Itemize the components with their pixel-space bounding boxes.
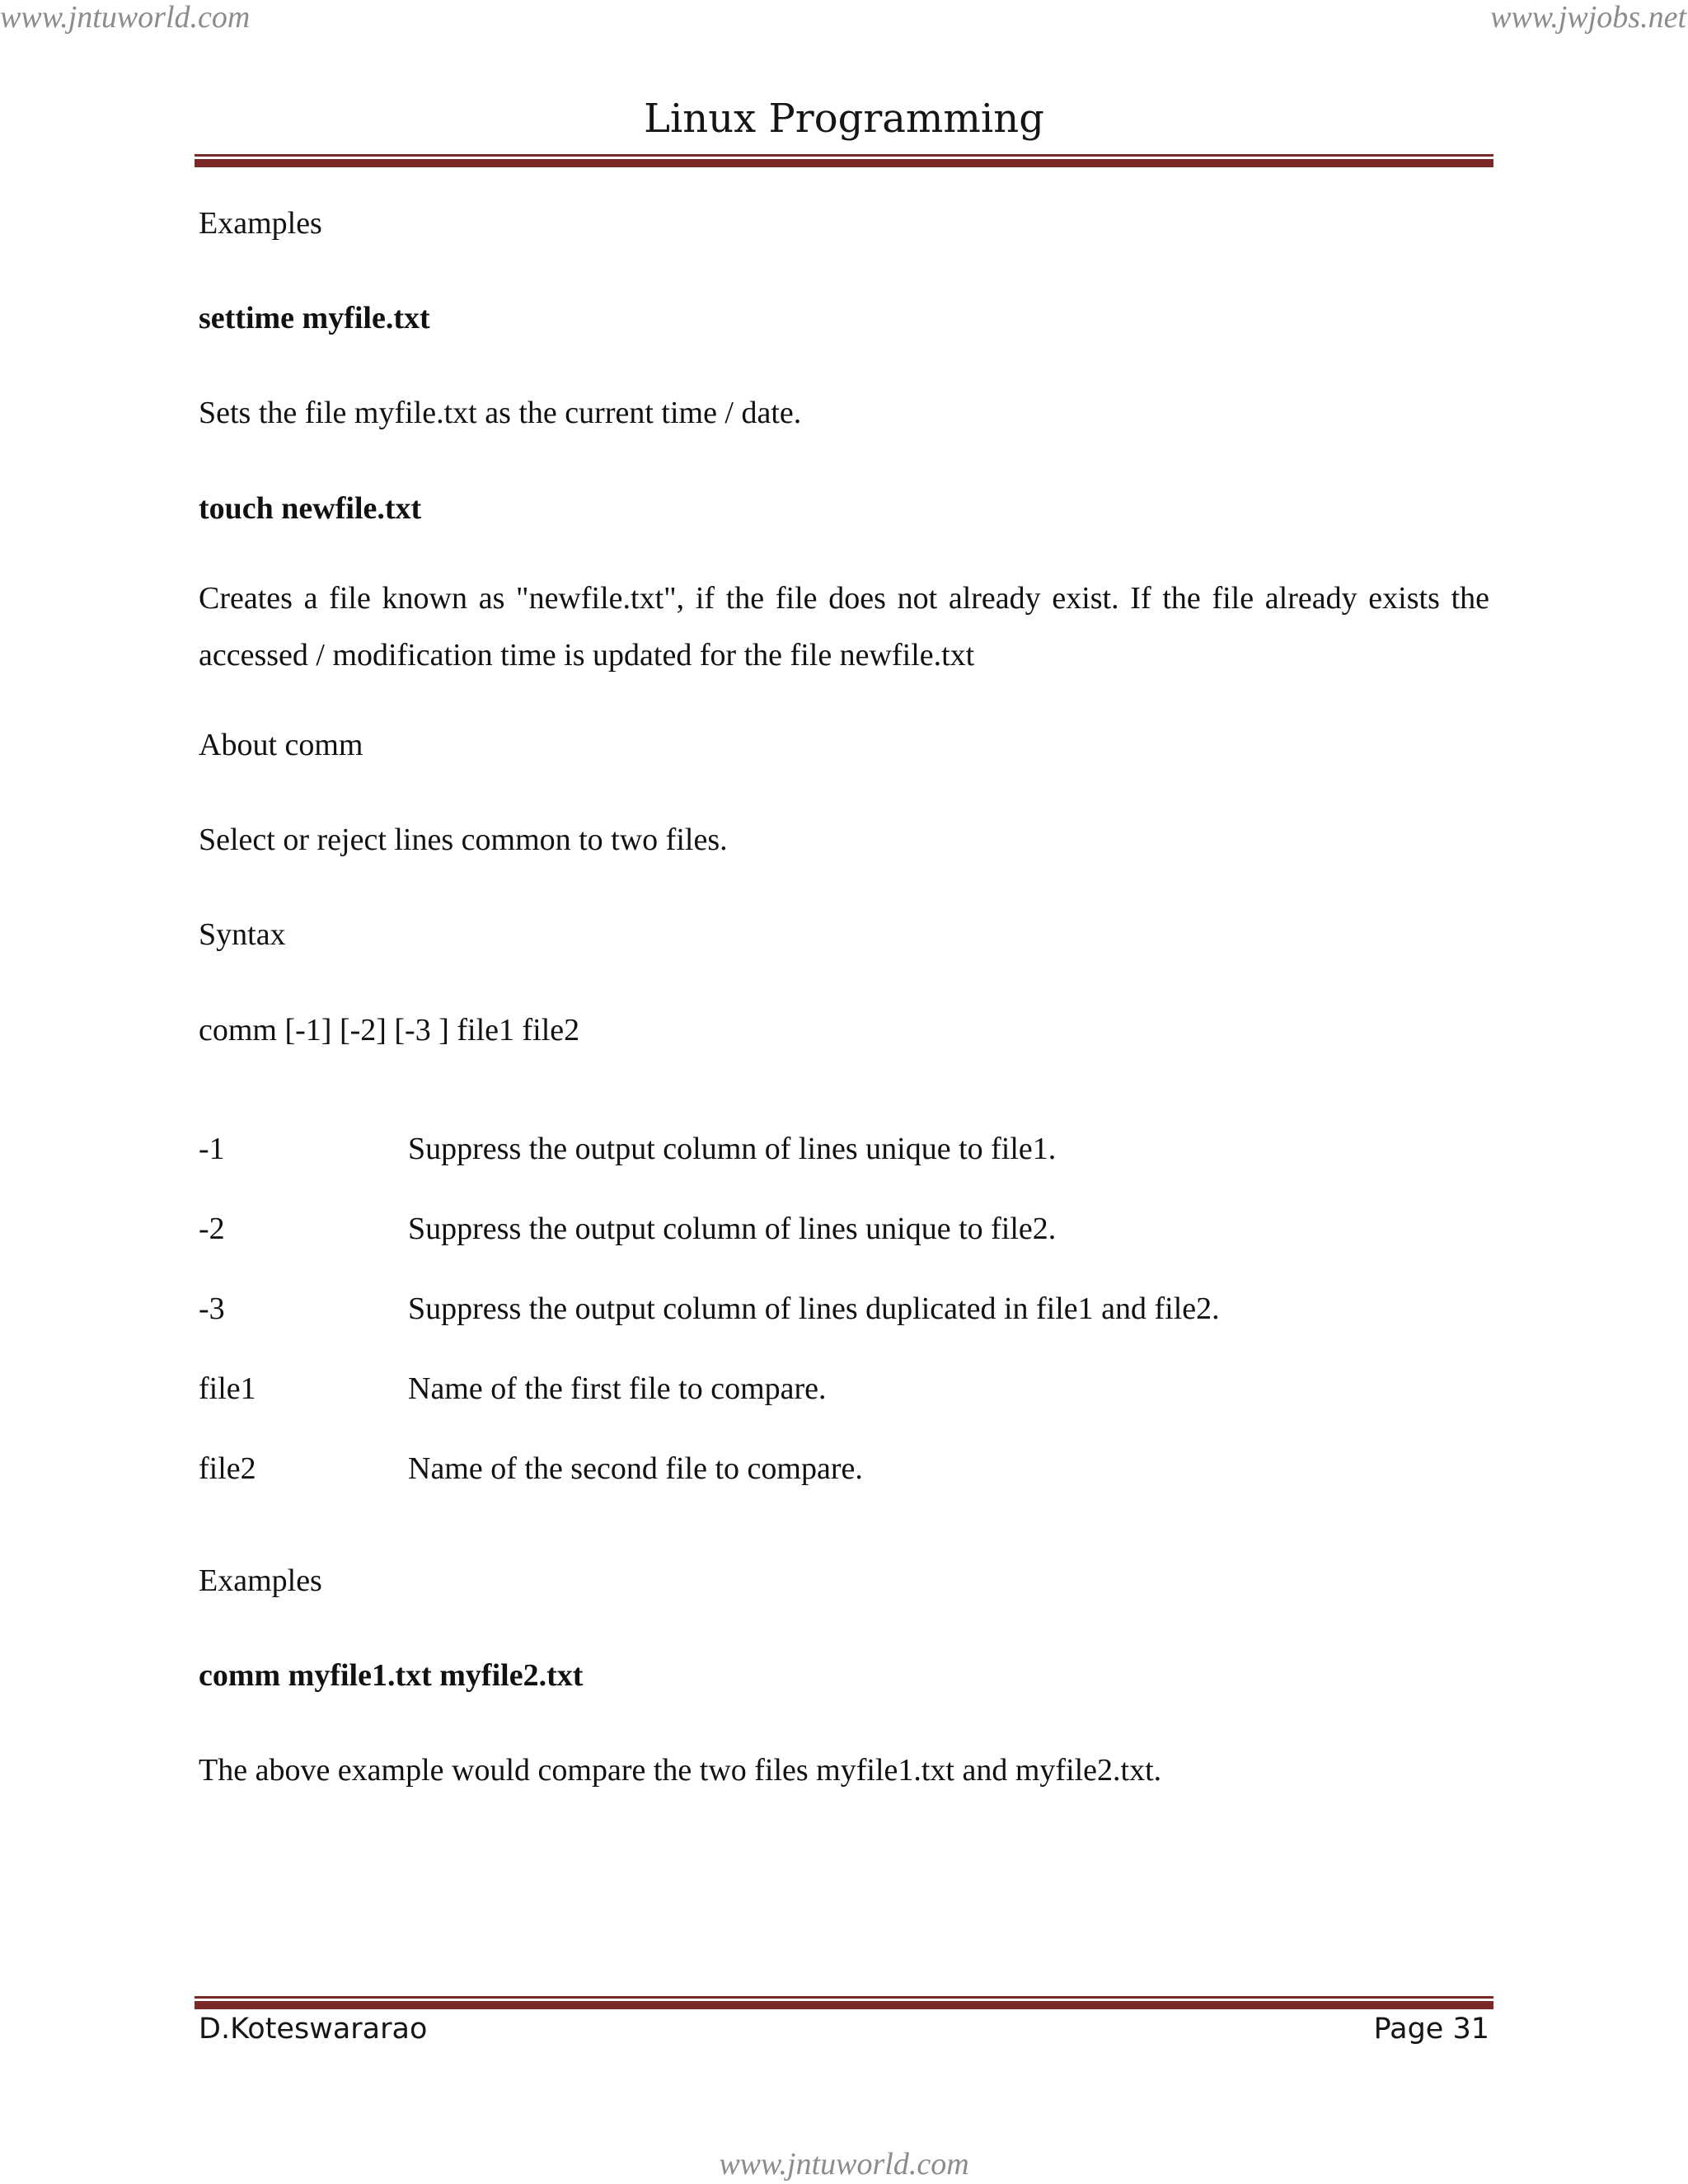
- watermark-top-left: www.jntuworld.com: [0, 0, 251, 35]
- command-comm: comm myfile1.txt myfile2.txt: [199, 1658, 584, 1694]
- page-content: [199, 202, 1489, 1052]
- option-description: Name of the first file to compare.: [408, 1371, 827, 1406]
- comm-examples-section: [199, 1559, 1489, 1793]
- options-table: [199, 1131, 1489, 1530]
- option-description: Suppress the output column of lines unique to file1.: [408, 1132, 1057, 1166]
- option-row: [199, 1131, 1489, 1211]
- option-description: Name of the second file to compare.: [408, 1451, 863, 1486]
- settime-description: Sets the file myfile.txt as the current time / date.: [199, 396, 802, 431]
- page-header-title: Linux Programming: [644, 96, 1044, 142]
- command-touch: touch newfile.txt: [199, 490, 422, 526]
- option-description: Suppress the output column of lines unique to file2.: [408, 1212, 1057, 1246]
- option-row: [199, 1451, 1489, 1530]
- watermark-bottom: www.jntuworld.com: [719, 2147, 969, 2182]
- option-flag: -3: [199, 1291, 225, 1326]
- about-comm-heading: About comm: [199, 728, 363, 763]
- examples-heading: Examples: [199, 1563, 322, 1598]
- option-row: [199, 1291, 1489, 1371]
- comm-example-description: The above example would compare the two files myfile1.txt and myfile2.txt.: [199, 1753, 1162, 1788]
- option-row: [199, 1211, 1489, 1291]
- header-rule: [195, 154, 1493, 167]
- option-flag: file1: [199, 1371, 256, 1406]
- option-flag: -1: [199, 1132, 225, 1166]
- option-row: [199, 1371, 1489, 1451]
- option-description: Suppress the output column of lines duplicated in file1 and file2.: [408, 1291, 1220, 1326]
- syntax-heading: Syntax: [199, 917, 286, 953]
- footer-rule: [195, 1996, 1493, 2009]
- footer-author: D.Koteswararao: [199, 2013, 428, 2046]
- watermark-top-right: www.jwjobs.net: [1490, 0, 1686, 35]
- comm-syntax: comm [-1] [-2] [-3 ] file1 file2: [199, 1012, 580, 1047]
- option-flag: -2: [199, 1212, 225, 1246]
- touch-description: Creates a file known as "newfile.txt", if the file does not already exist. If the file already exists the accessed / modification time is updated for the file newfile.txt: [199, 580, 1489, 673]
- examples-heading: Examples: [199, 206, 322, 241]
- footer-page-number: Page 31: [1373, 2013, 1489, 2046]
- comm-description: Select or reject lines common to two files.: [199, 823, 728, 858]
- option-flag: file2: [199, 1451, 256, 1486]
- page-footer: [199, 2013, 1489, 2046]
- command-settime: settime myfile.txt: [199, 301, 430, 336]
